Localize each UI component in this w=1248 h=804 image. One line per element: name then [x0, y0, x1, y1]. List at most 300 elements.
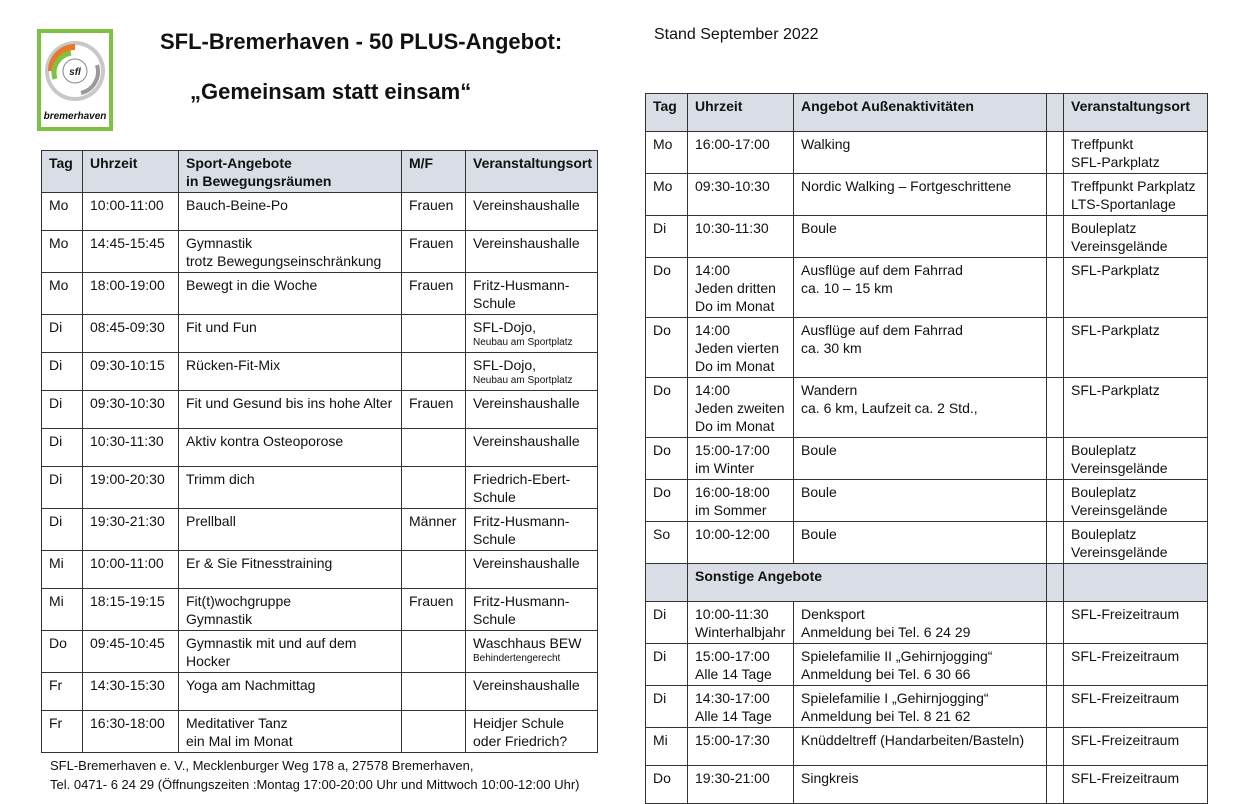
cell-line: Fritz-Husmann-: [473, 593, 570, 609]
cell-tag: Mi: [42, 551, 83, 589]
cell-mf: Frauen: [402, 193, 466, 231]
cell-uhrzeit: 14:30-15:30: [83, 673, 179, 711]
cell-line: Fritz-Husmann-: [473, 277, 570, 293]
logo-text: bremerhaven: [43, 111, 107, 122]
cell-tag: Di: [42, 391, 83, 429]
cell-angebot: [794, 438, 1047, 480]
cell-uhrzeit: [688, 522, 794, 564]
cell-line: 14:00: [695, 382, 731, 398]
table-row: [646, 216, 1208, 258]
cell-angebot: [794, 378, 1047, 438]
cell-line: Anmeldung bei Tel. 8 21 62: [801, 708, 971, 724]
cell-line: SFL-Freizeitraum: [1071, 606, 1180, 622]
cell-mf: [402, 353, 466, 391]
cell-line: 16:00-17:00: [695, 136, 770, 152]
table-row: [646, 132, 1208, 174]
table-row: [42, 673, 598, 711]
cell-mf: [402, 711, 466, 753]
cell-line: Bouleplatz: [1071, 442, 1137, 458]
cell-uhrzeit: [688, 258, 794, 318]
cell-line: Heidjer Schule: [473, 715, 565, 731]
cell-line: ein Mal im Monat: [186, 733, 293, 749]
header-mf: M/F: [402, 151, 466, 193]
cell-ort: [1064, 686, 1208, 728]
cell-line: Do im Monat: [695, 358, 775, 374]
sfl-logo: [37, 29, 113, 131]
cell-uhrzeit: 14:45-15:45: [83, 231, 179, 273]
cell-angebot: [794, 766, 1047, 804]
stand-date: Stand September 2022: [654, 26, 819, 43]
cell-blank: [1047, 602, 1064, 644]
cell-line: im Winter: [695, 460, 755, 476]
cell-angebot: [794, 522, 1047, 564]
cell-line: Schule: [473, 611, 516, 627]
cell-uhrzeit: [688, 132, 794, 174]
header-ort: Veranstaltungsort: [466, 151, 598, 193]
cell-blank: [1047, 728, 1064, 766]
table-row: [42, 467, 598, 509]
cell-line: Fit(t)wochgruppe: [186, 593, 292, 609]
cell-ort: [466, 315, 598, 353]
table-row: [646, 728, 1208, 766]
cell-tag: Mo: [42, 231, 83, 273]
cell-ort: [466, 711, 598, 753]
cell-uhrzeit: [688, 686, 794, 728]
cell-line: Meditativer Tanz: [186, 715, 288, 731]
footer-address: SFL-Bremerhaven e. V., Mecklenburger Weg 178 a, 27578 Bremerhaven,: [50, 758, 474, 773]
cell-angebot: [179, 631, 402, 673]
table-row: [646, 766, 1208, 804]
cell-line: Bouleplatz: [1071, 220, 1137, 236]
cell-angebot: [179, 551, 402, 589]
table-row: [42, 315, 598, 353]
header-uhrzeit: Uhrzeit: [83, 151, 179, 193]
cell-tag: Do: [646, 766, 688, 804]
table-row: [646, 318, 1208, 378]
cell-line: Prellball: [186, 513, 236, 529]
cell-line: Vereinshaushalle: [473, 555, 580, 571]
cell-ort: [466, 673, 598, 711]
cell-uhrzeit: 08:45-09:30: [83, 315, 179, 353]
cell-line: ca. 6 km, Laufzeit ca. 2 Std.,: [801, 400, 978, 416]
table-row: [42, 509, 598, 551]
cell-uhrzeit: 18:15-19:15: [83, 589, 179, 631]
cell-line: Rücken-Fit-Mix: [186, 357, 281, 373]
cell-angebot: [794, 174, 1047, 216]
cell-line: Vereinsgelände: [1071, 238, 1168, 254]
table-row: [42, 589, 598, 631]
header-angebote-line: in Bewegungsräumen: [186, 173, 332, 189]
cell-ort: [466, 353, 598, 391]
cell-line: Treffpunkt Parkplatz: [1071, 178, 1196, 194]
cell-angebot: [794, 686, 1047, 728]
cell-blank: [1047, 132, 1064, 174]
cell-note: Neubau am Sportplatz: [473, 337, 573, 348]
cell-line: SFL-Parkplatz: [1071, 382, 1160, 398]
cell-ort: [466, 551, 598, 589]
cell-line: Vereinshaushalle: [473, 395, 580, 411]
cell-mf: [402, 467, 466, 509]
cell-blank: [1047, 318, 1064, 378]
cell-line: Vereinshaushalle: [473, 677, 580, 693]
table-row: [646, 522, 1208, 564]
cell-mf: [402, 551, 466, 589]
cell-blank: [646, 564, 688, 602]
table-row: [42, 429, 598, 467]
cell-tag: Di: [42, 429, 83, 467]
cell-tag: Do: [646, 258, 688, 318]
cell-ort: [466, 631, 598, 673]
cell-line: Alle 14 Tage: [695, 708, 772, 724]
cell-ort: [1064, 602, 1208, 644]
cell-line: Bouleplatz: [1071, 484, 1137, 500]
cell-line: Nordic Walking – Fortgeschrittene: [801, 178, 1012, 194]
cell-line: Gymnastik mit und auf dem: [186, 635, 357, 651]
cell-line: Boule: [801, 526, 837, 542]
cell-line: 15:00-17:30: [695, 732, 770, 748]
cell-blank: [1047, 564, 1064, 602]
cell-line: Do im Monat: [695, 418, 775, 434]
cell-angebot: [794, 216, 1047, 258]
cell-mf: [402, 315, 466, 353]
page-title: SFL-Bremerhaven - 50 PLUS-Angebot:: [160, 29, 563, 54]
cell-mf: Männer: [402, 509, 466, 551]
table-row: [42, 551, 598, 589]
cell-line: Boule: [801, 220, 837, 236]
cell-line: Fit und Fun: [186, 319, 257, 335]
cell-line: Ausflüge auf dem Fahrrad: [801, 322, 963, 338]
cell-line: SFL-Dojo,: [473, 357, 537, 373]
cell-uhrzeit: 09:45-10:45: [83, 631, 179, 673]
cell-tag: Di: [42, 353, 83, 391]
cell-line: 10:00-11:30: [695, 606, 769, 622]
sport-table: [41, 150, 598, 753]
cell-line: Vereinshaushalle: [473, 197, 580, 213]
cell-line: Jeden zweiten: [695, 400, 785, 416]
page-subtitle: „Gemeinsam statt einsam“: [190, 79, 472, 104]
cell-line: 16:00-18:00: [695, 484, 770, 500]
cell-line: SFL-Parkplatz: [1071, 262, 1160, 278]
table-header-row: [42, 151, 598, 193]
cell-ort: [466, 589, 598, 631]
cell-angebot: [179, 711, 402, 753]
cell-angebot: [179, 231, 402, 273]
cell-ort: [1064, 174, 1208, 216]
cell-mf: Frauen: [402, 273, 466, 315]
cell-line: SFL-Freizeitraum: [1071, 648, 1180, 664]
cell-blank: [1047, 216, 1064, 258]
section-label: Sonstige Angebote: [688, 564, 1047, 602]
cell-tag: Do: [646, 378, 688, 438]
cell-angebot: [179, 193, 402, 231]
cell-line: Hocker: [186, 653, 231, 669]
table-row: [42, 231, 598, 273]
cell-tag: Mi: [646, 728, 688, 766]
cell-angebot: [179, 589, 402, 631]
cell-line: Schule: [473, 531, 516, 547]
header-angebote-line: Sport-Angebote: [186, 155, 292, 171]
cell-line: Do im Monat: [695, 298, 775, 314]
cell-uhrzeit: [688, 438, 794, 480]
cell-line: 14:30-17:00: [695, 690, 770, 706]
cell-tag: Di: [646, 602, 688, 644]
cell-line: Boule: [801, 442, 837, 458]
cell-ort: [1064, 644, 1208, 686]
cell-line: Alle 14 Tage: [695, 666, 772, 682]
cell-line: Anmeldung bei Tel. 6 24 29: [801, 624, 971, 640]
cell-line: Waschhaus BEW: [473, 635, 582, 651]
cell-line: Boule: [801, 484, 837, 500]
cell-angebot: [179, 273, 402, 315]
cell-blank: [1047, 378, 1064, 438]
cell-line: SFL-Freizeitraum: [1071, 732, 1180, 748]
cell-blank: [1047, 480, 1064, 522]
header-uhrzeit: Uhrzeit: [688, 94, 794, 132]
cell-mf: [402, 631, 466, 673]
cell-line: 14:00: [695, 262, 731, 278]
header-tag: Tag: [42, 151, 83, 193]
header-blank: [1047, 94, 1064, 132]
cell-tag: Do: [42, 631, 83, 673]
cell-uhrzeit: 19:30-21:30: [83, 509, 179, 551]
cell-line: Knüddeltreff (Handarbeiten/Basteln): [801, 732, 1025, 748]
cell-line: 10:30-11:30: [695, 220, 769, 236]
cell-tag: Mi: [42, 589, 83, 631]
cell-angebot: [179, 509, 402, 551]
cell-tag: Di: [646, 686, 688, 728]
table-row: [646, 644, 1208, 686]
cell-angebot: [179, 353, 402, 391]
cell-ort: [466, 193, 598, 231]
cell-line: Treffpunkt: [1071, 136, 1134, 152]
table-header-row: [646, 94, 1208, 132]
cell-line: Schule: [473, 489, 516, 505]
cell-tag: Di: [646, 644, 688, 686]
cell-line: LTS-Sportanlage: [1071, 196, 1176, 212]
header-ort: Veranstaltungsort: [1064, 94, 1208, 132]
cell-line: SFL-Dojo,: [473, 319, 537, 335]
table-row: [646, 438, 1208, 480]
cell-ort: [466, 467, 598, 509]
cell-line: Jeden vierten: [695, 340, 780, 356]
cell-line: Vereinshaushalle: [473, 235, 580, 251]
cell-uhrzeit: [688, 728, 794, 766]
cell-line: Spielefamilie II „Gehirnjogging“: [801, 648, 993, 664]
cell-line: Gymnastik: [186, 611, 253, 627]
cell-line: Vereinsgelände: [1071, 460, 1168, 476]
cell-ort: [1064, 728, 1208, 766]
cell-line: Vereinsgelände: [1071, 544, 1168, 560]
header-aussen: Angebot Außenaktivitäten: [794, 94, 1047, 132]
cell-angebot: [179, 391, 402, 429]
footer-contact: Tel. 0471- 6 24 29 (Öffnungszeiten :Montag 17:00-20:00 Uhr und Mittwoch 10:00-12:00 Uhr): [50, 777, 580, 792]
cell-uhrzeit: [688, 766, 794, 804]
cell-blank: [1047, 644, 1064, 686]
cell-ort: [466, 509, 598, 551]
cell-line: Jeden dritten: [695, 280, 776, 296]
cell-line: 19:30-21:00: [695, 770, 770, 786]
cell-line: ca. 10 – 15 km: [801, 280, 893, 296]
cell-line: ca. 30 km: [801, 340, 862, 356]
table-row: [42, 631, 598, 673]
cell-line: Fit und Gesund bis ins hohe Alter: [186, 395, 393, 411]
cell-line: Singkreis: [801, 770, 859, 786]
cell-uhrzeit: [688, 216, 794, 258]
cell-uhrzeit: 18:00-19:00: [83, 273, 179, 315]
cell-tag: Di: [42, 509, 83, 551]
cell-line: Winterhalbjahr: [695, 624, 786, 640]
cell-ort: [1064, 132, 1208, 174]
cell-ort: [1064, 258, 1208, 318]
cell-blank: [1064, 564, 1208, 602]
cell-angebot: [179, 467, 402, 509]
cell-tag: Mo: [646, 174, 688, 216]
cell-note: Behindertengerecht: [473, 653, 561, 664]
cell-tag: Fr: [42, 673, 83, 711]
cell-angebot: [794, 480, 1047, 522]
cell-line: Walking: [801, 136, 851, 152]
cell-ort: [466, 429, 598, 467]
cell-uhrzeit: [688, 318, 794, 378]
table-row: [42, 273, 598, 315]
cell-ort: [1064, 378, 1208, 438]
cell-blank: [1047, 174, 1064, 216]
table-row: [646, 480, 1208, 522]
table-row: [42, 193, 598, 231]
cell-angebot: [794, 602, 1047, 644]
cell-line: 15:00-17:00: [695, 442, 770, 458]
cell-line: 10:00-12:00: [695, 526, 770, 542]
cell-uhrzeit: 16:30-18:00: [83, 711, 179, 753]
cell-uhrzeit: 09:30-10:30: [83, 391, 179, 429]
cell-blank: [1047, 766, 1064, 804]
cell-ort: [1064, 480, 1208, 522]
cell-blank: [1047, 522, 1064, 564]
table-row: [42, 353, 598, 391]
cell-ort: [1064, 766, 1208, 804]
cell-uhrzeit: 19:00-20:30: [83, 467, 179, 509]
header-tag: Tag: [646, 94, 688, 132]
cell-angebot: [179, 673, 402, 711]
cell-line: Anmeldung bei Tel. 6 30 66: [801, 666, 971, 682]
cell-line: Bewegt in die Woche: [186, 277, 318, 293]
cell-mf: Frauen: [402, 231, 466, 273]
cell-line: Aktiv kontra Osteoporose: [186, 433, 344, 449]
cell-line: SFL-Freizeitraum: [1071, 770, 1180, 786]
cell-ort: [1064, 438, 1208, 480]
cell-line: Schule: [473, 295, 516, 311]
table-row: [646, 378, 1208, 438]
cell-tag: Fr: [42, 711, 83, 753]
cell-line: Bauch-Beine-Po: [186, 197, 288, 213]
cell-line: Vereinsgelände: [1071, 502, 1168, 518]
cell-mf: Frauen: [402, 391, 466, 429]
cell-line: Gymnastik: [186, 235, 253, 251]
cell-ort: [1064, 522, 1208, 564]
cell-angebot: [794, 318, 1047, 378]
table-row: [646, 174, 1208, 216]
cell-ort: [466, 231, 598, 273]
section-row: [646, 564, 1208, 602]
cell-ort: [466, 391, 598, 429]
cell-angebot: [794, 258, 1047, 318]
cell-tag: Mo: [42, 273, 83, 315]
cell-tag: Di: [42, 315, 83, 353]
cell-blank: [1047, 438, 1064, 480]
cell-line: 14:00: [695, 322, 731, 338]
cell-uhrzeit: [688, 378, 794, 438]
cell-tag: Di: [42, 467, 83, 509]
cell-mf: Frauen: [402, 589, 466, 631]
cell-line: SFL-Parkplatz: [1071, 154, 1160, 170]
table-row: [42, 391, 598, 429]
cell-line: SFL-Parkplatz: [1071, 322, 1160, 338]
cell-line: Vereinshaushalle: [473, 433, 580, 449]
cell-tag: Di: [646, 216, 688, 258]
cell-tag: So: [646, 522, 688, 564]
cell-tag: Mo: [42, 193, 83, 231]
cell-uhrzeit: [688, 644, 794, 686]
cell-uhrzeit: [688, 174, 794, 216]
header-angebote: [179, 151, 402, 193]
outdoor-table: [645, 93, 1208, 804]
cell-line: Spielefamilie I „Gehirnjogging“: [801, 690, 989, 706]
cell-blank: [1047, 686, 1064, 728]
cell-uhrzeit: [688, 480, 794, 522]
cell-line: Denksport: [801, 606, 865, 622]
table-row: [646, 686, 1208, 728]
cell-line: Bouleplatz: [1071, 526, 1137, 542]
cell-line: Ausflüge auf dem Fahrrad: [801, 262, 963, 278]
cell-angebot: [179, 315, 402, 353]
cell-ort: [1064, 318, 1208, 378]
cell-line: 09:30-10:30: [695, 178, 770, 194]
cell-line: trotz Bewegungseinschränkung: [186, 253, 382, 269]
cell-angebot: [179, 429, 402, 467]
cell-line: Wandern: [801, 382, 858, 398]
cell-ort: [1064, 216, 1208, 258]
cell-mf: [402, 429, 466, 467]
cell-blank: [1047, 258, 1064, 318]
cell-angebot: [794, 728, 1047, 766]
table-row: [42, 711, 598, 753]
cell-line: 15:00-17:00: [695, 648, 770, 664]
cell-angebot: [794, 644, 1047, 686]
logo-mark: sfl: [69, 67, 81, 78]
cell-note: Neubau am Sportplatz: [473, 375, 573, 386]
cell-tag: Do: [646, 438, 688, 480]
cell-uhrzeit: 10:30-11:30: [83, 429, 179, 467]
cell-line: im Sommer: [695, 502, 767, 518]
cell-line: Trimm dich: [186, 471, 255, 487]
cell-line: SFL-Freizeitraum: [1071, 690, 1180, 706]
cell-tag: Do: [646, 318, 688, 378]
cell-line: Fritz-Husmann-: [473, 513, 570, 529]
cell-mf: [402, 673, 466, 711]
cell-line: Yoga am Nachmittag: [186, 677, 316, 693]
cell-uhrzeit: [688, 602, 794, 644]
cell-uhrzeit: 09:30-10:15: [83, 353, 179, 391]
cell-angebot: [794, 132, 1047, 174]
cell-line: Friedrich-Ebert-: [473, 471, 571, 487]
table-row: [646, 602, 1208, 644]
cell-line: oder Friedrich?: [473, 733, 568, 749]
cell-tag: Mo: [646, 132, 688, 174]
cell-uhrzeit: 10:00-11:00: [83, 551, 179, 589]
cell-ort: [466, 273, 598, 315]
cell-tag: Do: [646, 480, 688, 522]
cell-line: Er & Sie Fitnesstraining: [186, 555, 333, 571]
